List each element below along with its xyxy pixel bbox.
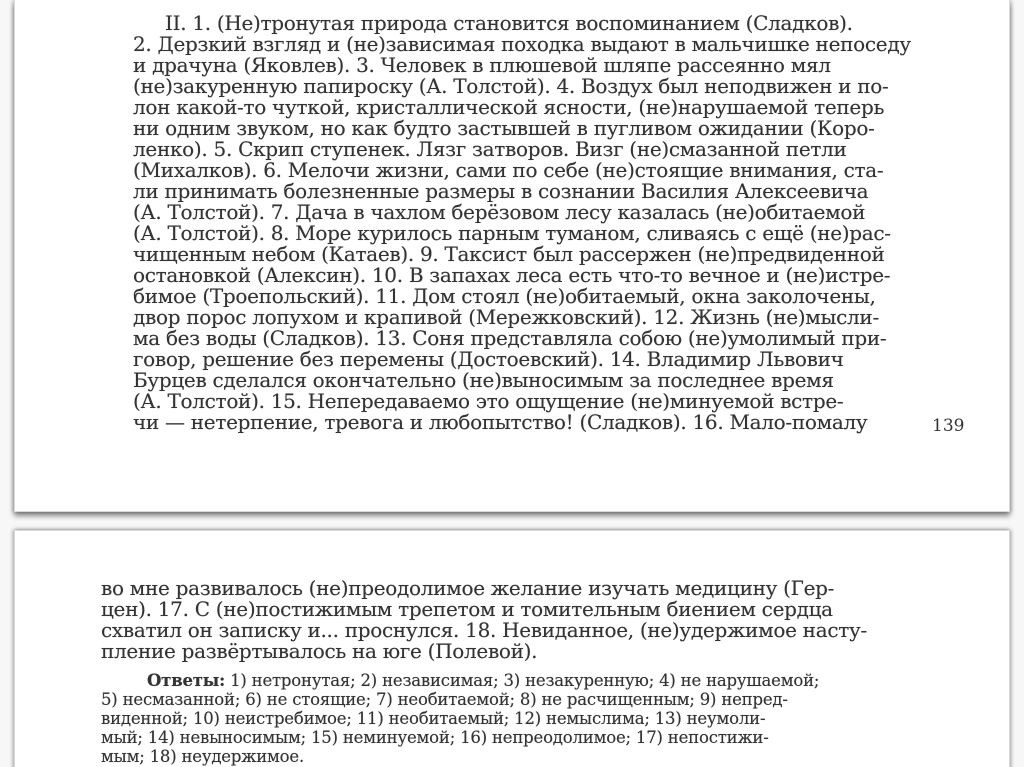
answers-line-1-content: 1) нетронутая; 2) независимая; 3) незакуренную; 4) не нарушаемой; [230,671,820,690]
text-line-14: бимое (Троепольский). 11. Дом стоял (не)обитаемый, окна заколочены, [133,284,876,308]
text-line-3: и драчуна (Яковлев). 3. Человек в плюшевой шляпе рассеянно мял [133,53,831,77]
text-line-10: (А. Толстой). 7. Дача в чахлом берёзовом лесу казалась (не)обитаемой [133,200,866,224]
text-line-2: 2. Дерзкий взгляд и (не)зависимая походка выдают в мальчишке непоседу [133,32,911,56]
text-line-13: остановкой (Алексин). 10. В запахах леса есть что-то вечное и (не)истре- [133,263,891,287]
text-line-9: ли принимать болезненные размеры в сознании Василия Алексеевича [133,179,869,203]
text-line-12: чищенным небом (Катаев). 9. Таксист был рассержен (не)предвиденной [133,242,885,266]
text-line-19: (А. Толстой). 15. Непередаваемо это ощущение (не)минуемой встре- [133,389,844,413]
text-line-1-content: II. 1. (Не)тронутая природа становится воспоминанием (Сладков). [165,11,853,35]
text-line-16: ма без воды (Сладков). 13. Соня представляла собою (не)умолимый при- [133,326,887,350]
text-line-1 [165,13,853,34]
continuation-line-2: цен). 17. С (не)постижимым трепетом и томительным биением сердца [101,597,833,621]
text-line-18: Бурцев сделался окончательно (не)выносимым за последнее время [133,368,834,392]
text-line-5: лон какой-то чуткой, кристаллической ясности, (не)нарушаемой теперь [133,95,885,119]
answers-line-5: мым; 18) неудержимое. [101,747,304,766]
answers-line-2: 5) несмазанной; 6) не стоящие; 7) необитаемой; 8) не расчищенным; 9) непред- [101,690,788,709]
text-line-4: (не)закуренную папироску (А. Толстой). 4. Воздух был неподвижен и по- [133,74,889,98]
page-number: 139 [932,416,965,436]
book-page-139 [14,0,1010,512]
continuation-line-1: во мне развивалось (не)преодолимое желание изучать медицину (Гер- [101,576,835,600]
text-line-17: говор, решение без перемены (Достоевский). 14. Владимир Львович [133,347,844,371]
text-line-8: (Михалков). 6. Мелочи жизни, сами по себе (не)стоящие внимания, ста- [133,158,884,182]
answers-line-3: виденной; 10) неистребимое; 11) необитаемый; 12) немыслима; 13) неумоли- [101,709,766,728]
answers-line-1 [147,671,819,690]
book-page-140 [14,530,1010,767]
text-line-15: двор порос лопухом и крапивой (Мережковский). 12. Жизнь (не)мысли- [133,305,879,329]
answers-label: Ответы: [147,671,226,690]
continuation-line-3: схватил он записку и... проснулся. 18. Невиданное, (не)удержимое насту- [101,618,867,642]
continuation-line-4: пление развёртывалось на юге (Полевой). [101,639,538,663]
text-line-20: чи — нетерпение, тревога и любопытство! (Сладков). 16. Мало-помалу [133,410,868,434]
answers-line-4: мый; 14) невыносимым; 15) неминуемой; 16) непреодолимое; 17) непостижи- [101,728,769,747]
text-line-11: (А. Толстой). 8. Море курилось парным туманом, сливаясь с ещё (не)рас- [133,221,891,245]
text-line-7: ленко). 5. Скрип ступенек. Лязг затворов. Визг (не)смазанной петли [133,137,847,161]
text-line-6: ни одним звуком, но как будто застывшей в пугливом ожидании (Коро- [133,116,875,140]
